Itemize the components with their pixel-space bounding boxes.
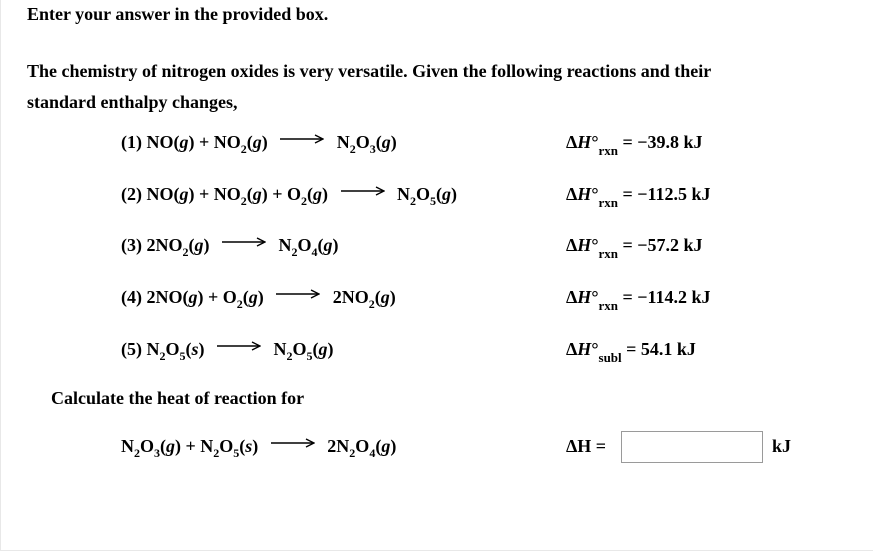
intro-line-1: The chemistry of nitrogen oxides is very versatile. Given the following reactions and their xyxy=(27,61,712,81)
reaction-label: (1) xyxy=(121,132,142,152)
reaction-4-equation: (4) $2NO(g) + O_2(g)$ $2NO_2(g)$ xyxy=(121,287,396,311)
reaction-arrow-icon xyxy=(217,341,261,351)
reaction-label: (3) xyxy=(121,235,142,255)
reaction-arrow-icon xyxy=(341,186,385,196)
reaction-2-equation: (2) $NO(g) + NO_2(g) + O_2(g)$ $N_2O_5(g)$ xyxy=(121,184,458,208)
enthalpy-value: = −39.8 kJ xyxy=(622,132,703,152)
enthalpy-value: = 54.1 kJ xyxy=(626,339,696,359)
reaction-arrow-icon xyxy=(271,438,315,448)
reaction-arrow-icon xyxy=(280,134,324,144)
enthalpy-subscript: subl xyxy=(598,350,622,365)
intro-line-2: standard enthalpy changes, xyxy=(27,92,238,112)
answer-input[interactable] xyxy=(621,431,763,463)
reaction-4-enthalpy: $\Delta H^\circ_{rxn} = -114.2$ kJ xyxy=(566,287,711,313)
reaction-1-equation: (1) $NO(g) + NO_2(g)$ $N_2O_3(g)$ xyxy=(121,132,397,156)
calculate-prompt: Calculate the heat of reaction for xyxy=(51,388,305,408)
reaction-5-equation: (5) $N_2O_5(s)$ $N_2O_5(g)$ xyxy=(121,339,334,363)
reaction-3-equation: (3) $2NO_2(g)$ $N_2O_4(g)$ xyxy=(121,235,339,259)
enthalpy-value: = −112.5 kJ xyxy=(622,184,711,204)
enthalpy-value: = −114.2 kJ xyxy=(622,287,711,307)
intro-paragraph xyxy=(27,56,711,118)
reaction-5-enthalpy: $\Delta H^\circ_{subl} = 54.1$ kJ xyxy=(566,339,696,365)
enthalpy-subscript: rxn xyxy=(598,246,619,261)
reaction-1-enthalpy: $\Delta H^\circ_{rxn} = -39.8$ kJ xyxy=(566,132,703,158)
answer-dh-label: ΔH = xyxy=(566,436,607,456)
enthalpy-subscript: rxn xyxy=(598,298,619,313)
reaction-2-enthalpy: $\Delta H^\circ_{rxn} = -112.5$ kJ xyxy=(566,184,711,210)
reaction-3-enthalpy: $\Delta H^\circ_{rxn} = -57.2$ kJ xyxy=(566,235,703,261)
enthalpy-subscript: rxn xyxy=(598,195,619,210)
target-reaction-equation: $N_2O_3(g) + N_2O_5(s)$ $2N_2O_4(g)$ xyxy=(121,436,397,460)
answer-unit: kJ xyxy=(772,436,792,456)
reaction-label: (5) xyxy=(121,339,142,359)
instruction-text: Enter your answer in the provided box. xyxy=(27,4,329,24)
enthalpy-value: = −57.2 kJ xyxy=(622,235,703,255)
reaction-label: (4) xyxy=(121,287,142,307)
reaction-arrow-icon xyxy=(276,289,320,299)
reaction-label: (2) xyxy=(121,184,142,204)
enthalpy-subscript: rxn xyxy=(598,143,619,158)
reaction-arrow-icon xyxy=(222,237,266,247)
